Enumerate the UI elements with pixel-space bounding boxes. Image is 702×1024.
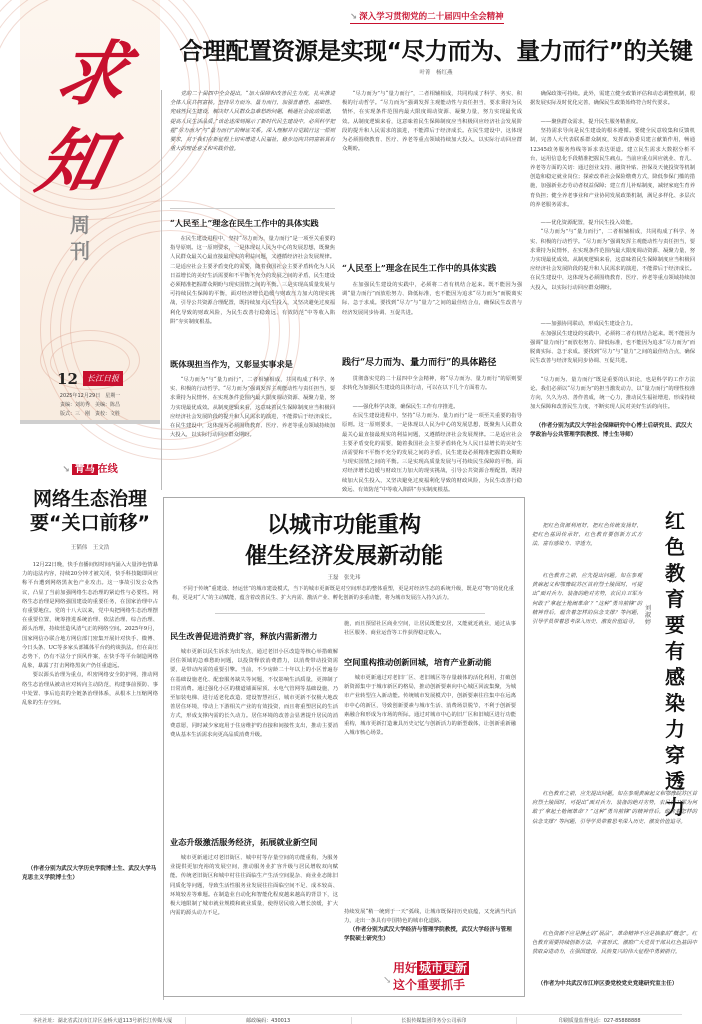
kicker-text: 深入学习贯彻党的二十届四中全会精神 [359,12,504,22]
left-author-note: （作者分别为武汉大学历史学院博士生、武汉大学马克思主义学院博士生） [22,866,157,881]
arrow-icon: ↘ [62,465,70,475]
right-body: 红色教育之前，应先提出问题。如在参观黄麻起义和鄂豫皖苏区首府烈士陵园时，可提出“面对兵力、装备的绝对劣势，农民自卫军为何敢于‘拿起土枪闹革命’？”这种“勇当前锋”的精神背后，蕴含着怎样的信念支撑？等问题，引导学员带着思考深入历史、激发价值追寻。 [532,573,642,626]
point-heading: ——加强协同联动，形成民生建设合力。 [540,321,636,328]
point-heading: ——强化科学决策，确保民生工作有序推进。 [352,404,459,410]
section-heading: 空间重构推动创新回城，培育产业新动能 [344,657,492,667]
divider [170,208,335,209]
main-intro: 党的二十届四中全会提出，“加大保障和改善民生力度，扎实推进全体人民共同富裕。坚持尽力而为、量力而行，加强普惠性、基础性、兜底性民生建设，解决好人民群众急难愁盼问题，畅通社会流动渠道，提高人民生活品质。”该论述深刻揭示了新时代民生建设中，必须科学把握“尽力而为”与“量力而行”的辩证关系。深入理解并自觉践行这一原则要求，对于我们在新征程上切实增进人民福祉，稳步迈向共同富裕具有重大的理论意义和实践价值。 [170,91,335,153]
right-body: 红色教育之前，应先提出问题。如在参观黄麻起义和鄂豫皖苏区首府烈士陵园时，可提出“面对兵力、装备的绝对劣势，农民自卫军为何敢于‘拿起土枪闹革命’？”这种“勇当前锋”的精神背后，蕴含着怎样的信念支撑？等问题，引导学员带着思考深入历史、激发价值追寻。 [532,791,697,825]
column-divider [161,90,162,490]
point-heading: ——聚焦群众需求，提升民生服务精准度。 [540,119,642,125]
center-article-title [163,510,525,572]
right-col-text [532,522,642,780]
section-body: “尽力而为”与“量力而行”，二者相辅相成，共同构成了科学、务实、积极的行动哲学。“尽力而为”强调发挥主观能动性与责任担当，要求秉持为民情怀，在实现条件范围内最大限度调动资源、凝聚力量，努力实现最优成效。从制度逻辑来看，这意味着民生保障制度应当积极回应经济社会发展阶段的提升和人民需求的演进，不能滞后于经济成长。在民生建设中，这体现为必须围绕教育、医疗、养老等重点领域持续加大投入，以实际行动回应群众期盼。 [342,91,522,153]
section-body: 城市更新通过对老旧厂区、老旧城区等存量载体的活化利用，打破创新资源集中于城市新区的格局，推动创新要素向中心城区回流集聚，为城市产业转型注入新动能。传统城市发展模式中，创新要素往往集中在远离市中心的新区，导致创新要素与城市生活、消费场景脱节，不利于创新要素融合和形成为市场的所际。通过对城市中心的旧厂区和旧城区进行功能重构，城市更新打造兼具历史记忆与创新活力的新型载体，让创新重新融入城市核心场景。 [344,675,516,737]
section-heading: 践行“尽力而为、量力而行”的具体路径 [342,358,497,368]
center-article-lede: 不同于传统“重建设、轻运营”的城市建设模式，当下的城市更新既是对空间形态的整体重塑，更是对经济生态的系统升级，既是对“物”的优化重构，更是对“人”的主动赋能，蕴含着改善民生、扩大内需、激活产业、孵化创新的多重动能，将为城市发展注入持久活力。 [172,586,514,601]
section-heading: “人民至上”理念在民生工作中的具体实践 [342,264,497,274]
center-closing: 持续发展“稍一统到于一天”弧线，让城市既保持历史底蕴，又充满当代活力，走出一条具有中国特色的城市化道路。 [344,909,516,925]
section-body: 贯彻落实党的二十届四中全会精神，将“尽力而为、量力而行”的原则要求转化为加强民生建设的具体行动，可以在以下几个方面着力。 [342,376,522,392]
title-line: 催生经济发展新动能 [244,543,443,569]
issue-info [20,368,160,419]
right-article-title: 红色教育要有感染力穿透力 [665,509,685,819]
section-heading: 业态升级激活服务经济，拓展就业新空间 [170,837,318,847]
logo-char-2: 知 [29,120,118,203]
right-author-note: （作者为中共武汉市江岸区委党校党史党建研究室主任） [537,981,678,987]
right-intro: 把红色资源利用好，把红色传统发扬好，把红色基因传承好，红色教育要创新方式方法，富有感染力、穿透力。 [532,523,642,548]
main-col-2 [342,90,522,493]
footer [20,1014,682,1024]
left-article [22,460,158,883]
right-closing: 红色资源不应是静止的“展品”，革命精神不应是抽象的“概念”。红色教育需要持续创新方法，丰富形式，激励广大党员干部从红色基因中获取奋进动力，在强国建设、民族复兴的伟大征程中勇毅前行。 [532,931,697,956]
main-author-note: （作者分别为武汉大学社会保障研究中心博士后研究员、武汉大学政治与公共管理学院教授、博士生导师） [530,422,693,438]
right-col-bottom [532,790,697,989]
section-body: 坚持需求导向是民生建设的根本遵循。要健全民意收集和反馈机制，完善人大代表联系群众制度，发挥政协委员建言献策作用，畅通12345政务服务热线等诉求表达渠道。建立民生需求大数据分析平台，运用信息化手段精准把握民生痛点。当前应重点回应就业、育儿、养老等方面的关切：通过创业支持、融资补贴、担保及天使投资等机制创造和稳定就业岗位；探索改革社会保险缴费方式，降低参保门槛的措施，加强新业态劳动者权益保障；建立育儿补贴制度，减轻家庭生育养育负担；健全养老事业和产业协同发展政策机制，满足多样化、多层次的养老服务需求。 [530,128,695,208]
section-body: “尽力而为”与“量力而行”，二者相辅相成，共同构成了科学、务实、积极的行动哲学。“尽力而为”强调发挥主观能动性与责任担当，要求秉持为民情怀，在实现条件范围内最大限度调动资源、凝聚力量，努力实现最优成效。从制度逻辑来看，这意味着民生保障制度应当积极回应经济社会发展阶段的提升和人民需求的演进，不能滞后于经济成长。在民生建设中，这体现为必须围绕教育、医疗、养老等重点领域持续加大投入，以实际行动回应群众期盼。 [170,377,335,439]
article-kicker [350,10,504,24]
slogan [393,960,469,994]
left-article-closing: 要以源头治理为重点，织密网络安全防护网，推动网络生态治理从被动应对转向主动防范，构建事前预防、事中处置、事后追责的全链条治理体系，从根本上压缩网络乱象的生存空间。 [22,672,158,707]
arrow-icon: ↘ [350,12,358,22]
slogan-pre: 用好 [393,961,418,975]
logo-char-1: 求 [48,32,137,115]
tag-highlight: 青马 [72,464,98,475]
column-tag [22,460,158,475]
section-body: 在加强民生建设的实践中，必须将二者有机结合起来。既不能因为强调“量力而行”而放松努力、降低标准，也不能因为追求“尽力而为”而脱离实际、急于求成。要找到“尽力”与“量力”之间的最佳结合点，确保民生改善与经济发展同步协调、互促共进。 [530,330,695,365]
section-body: “尽力而为”与“量力而行”，二者相辅相成，共同构成了科学、务实、积极的行动哲学。“尽力而为”强调发挥主观能动性与责任担当，要求秉持为民情怀，在实现条件范围内最大限度调动资源、凝聚力量，努力实现最优成效。从制度逻辑来看，这意味着民生保障制度应当积极回应经济社会发展阶段的提升和人民需求的演进，不能滞后于经济成长。在民生建设中，这体现为必须围绕教育、医疗、养老等重点领域持续加大投入，以实际行动回应群众期盼。 [530,229,695,291]
title-line: 以城市功能重构 [266,512,421,538]
section-body: 在民生建设进程中，坚持“尽力而为、量力而行”是一项至关重要的指导原则。这一原则要求，一是体现以人民为中心的发展思想，既聚焦人民群众最关心最直接最现实的利益问题，又遵循经济社会发展规律。二是适应社会主要矛盾变化的需要，随着我国社会主要矛盾转化为人民日益增长的美好生活需要和不平衡不充分的发展之间的矛盾，民生建设必须精准把握群众期盼与现实国情之间的平衡。三是实现高质量发展与可持续民生保障的平衡，面对经济增长趋缓与财政压力加大的现实挑战，引导公共资源合理配置，既持续加大民生投入，又坚决避免过度福利化导致的财政风险，为民生改善行稳致远、有效防范“中等收入陷阱”夯实制度根基。 [170,236,335,325]
tag-rest: 在线 [97,464,118,475]
section-body: 在加强民生建设的实践中，必须将二者有机结合起来。既不能因为强调“量力而行”而放松努力、降低标准，也不能因为追求“尽力而为”而脱离实际、急于求成。要找到“尽力”与“量力”之间的最佳结合点，确保民生改善与经济发展同步协调、互促共进。 [342,282,522,316]
paper-logo: 长江日报 [83,371,123,386]
footer-address: 本社社址：湖北省武汉市江岸区金桥大道113号新长江传媒大厦 [20,1017,186,1024]
section-heading: 既体现担当作为，又彰显实事求是 [170,359,293,369]
left-article-body: 12月22日晚，快手直播间短时间内涌入大量涉色情暴力的违法内容，持续20分钟才被关闭，快手科技随即回应称平台遭到网络黑灰色产业攻击。这一事故引发公众热议，凸显了当前加强网络生态治理的紧迫性与必要性。网络生态治理是网络强国建设的重要任务，在国家治理中占有重要地位。党的十八大以来，党中央把网络生态治理摆在重要位置，统筹推进系统治理、依法治理、综合治理、源头治理，持续营造风清气正的网络空间。2025年9月，国家网信办联合地方网信部门密集开展针对快手、微博、今日头条、UC等多家头部媒体平台的约谈执法。但在高压态势下，仍有不法分子顶风作案，在快手等平台制造网络乱象，暴露了打击网络黑灰产仍任重道远。 [22,562,158,670]
section-body: 在民生建设进程中，坚持“尽力而为、量力而行”是一项至关重要的指导原则。这一原则要求，一是体现以人民为中心的发展思想，既聚焦人民群众最关心最直接最现实的利益问题，又遵循经济社会发展规律。二是适应社会主要矛盾变化的需要，随着我国社会主要矛盾转化为人民日益增长的美好生活需要和不平衡不充分的发展之间的矛盾，民生建设必须精准把握群众期盼与现实国情之间的平衡。三是实现高质量发展与可持续民生保障的平衡，面对经济增长趋缓与财政压力加大的现实挑战，引导公共资源合理配置，既持续加大民生投入，又坚决避免过度福利化导致的财政风险，为民生改善行稳致远、有效防范“中等收入陷阱”夯实制度根基。 [342,413,522,493]
masthead [20,0,160,420]
right-article-author: 刘淑婷 [645,605,652,626]
editors: 责编：刘坊秀 美编：陈昌 [59,401,120,408]
footer-printer: 长报传媒集团印务分公司承印 [352,1017,518,1024]
main-article-byline: 叶菁 杨红燕 [419,70,453,76]
footer-postcode: 邮政编码：430013 [186,1017,352,1024]
weekly-label: 周刊 [70,213,90,263]
masthead-divider [20,420,160,424]
center-author-note: （作者分别为武汉大学经济与管理学院教授，武汉大学经济与管理学院硕士研究生） [344,927,512,942]
slogan-highlight: 城市更新 [419,961,468,975]
main-col-3 [530,90,695,440]
section-body: 确保政策可持续。此外，需建立健全政策评估和动态调整机制，根据发展实际及时优化完善，确保民生政策始终符合时代要求。 [530,91,695,107]
section-body: 施，而且预留社区商业空间，让居民既能安居，又能就近就业，通过从事社区服务、商业运营等工作获得稳定收入。 [344,621,516,637]
center-col-1 [170,622,338,1024]
section-body: 城市更新以民生诉求为出发点，通过老旧小区改造等核心举措破解居住领域的急难愁盼问题，以投资释放消费潜力，以消费带动投资需要，是带动内需的重要引擎。当前，不少房龄二十年以上的小区普遍存在基础设施老化、配套服务缺失等问题，不仅影响生活质量，更抑制了日常消费。通过强化小区的楼道墙面屋顶、水电气管网等基础设施，乃至加装电梯、进行适老化改造、建设智慧社区，城市更新不仅极大地改善居住环境，带动上下游相关产业的有效投资，而且将重塑居民的生活方式，形成支撑内需的长久动力。居住环境的改善会显著提升居民的消费意愿，同时减少家庭用于住房维护的直接和间接性支出，推动主要消费从基本生活需求向更高品质消费升级。 [170,649,338,738]
issue-date: 2025年12月29日 星期一 [59,392,121,399]
main-col-1 [170,90,335,476]
left-article-title: 网络生态治理要“关口前移” [30,488,150,534]
center-article-byline: 王磊 张先玮 [327,575,361,581]
footer-hotline: 印刷质量监督电话：027-85888888 [558,1018,641,1024]
layout-credits: 版式：三 刚 责校：文胜 [59,410,120,417]
main-closing: “尽力而为、量力而行”既是重要的认识论，也是科学的工作方法论。我们必须以“尽力而为”的担当激发动力，以“量力而行”的理性校准方向，久久为功、善作善成，统一心力，推动民生福祉增进，形成持续加大保障和改善民生力度，不断实现人民对美好生活的向往。 [530,376,695,411]
left-article-byline: 王韬伟 王文浩 [70,545,110,551]
slogan-line2: 这个重要抓手 [393,978,466,992]
main-article-title: 合理配置资源是实现“尽力而为、量力而行”的关键 [179,37,693,65]
point-heading: ——优化资源配置，提升民生投入效能。 [540,220,636,227]
arrow-icon: ↘ [383,975,392,986]
center-col-2 [344,620,516,944]
divider [215,613,485,614]
section-body: 城市更新通过对老旧街区、城中村等存量空间的功能重构，为服务业提供更加充裕的发展空间，推动服务业扩容升级与居民增收双向赋能。传统老旧街区和城中村往往面临生产生活空间混杂、商业业态陈旧同质化等问题，导致生活性服务业发展往往面临空间不足、成本较高、环境较差等难题。在制造业自动化和智能化程度越来越高的背景下，这极大地限制了城市就业规模和就业质量，使得居民收入增长放缓，扩大内需的源头动力不足。 [170,855,338,917]
page-number: 12 [57,369,78,388]
section-heading: 民生改善促进消费扩容，释放内需新潜力 [170,631,318,641]
section-heading: “人民至上”理念在民生工作中的具体实践 [170,218,319,228]
